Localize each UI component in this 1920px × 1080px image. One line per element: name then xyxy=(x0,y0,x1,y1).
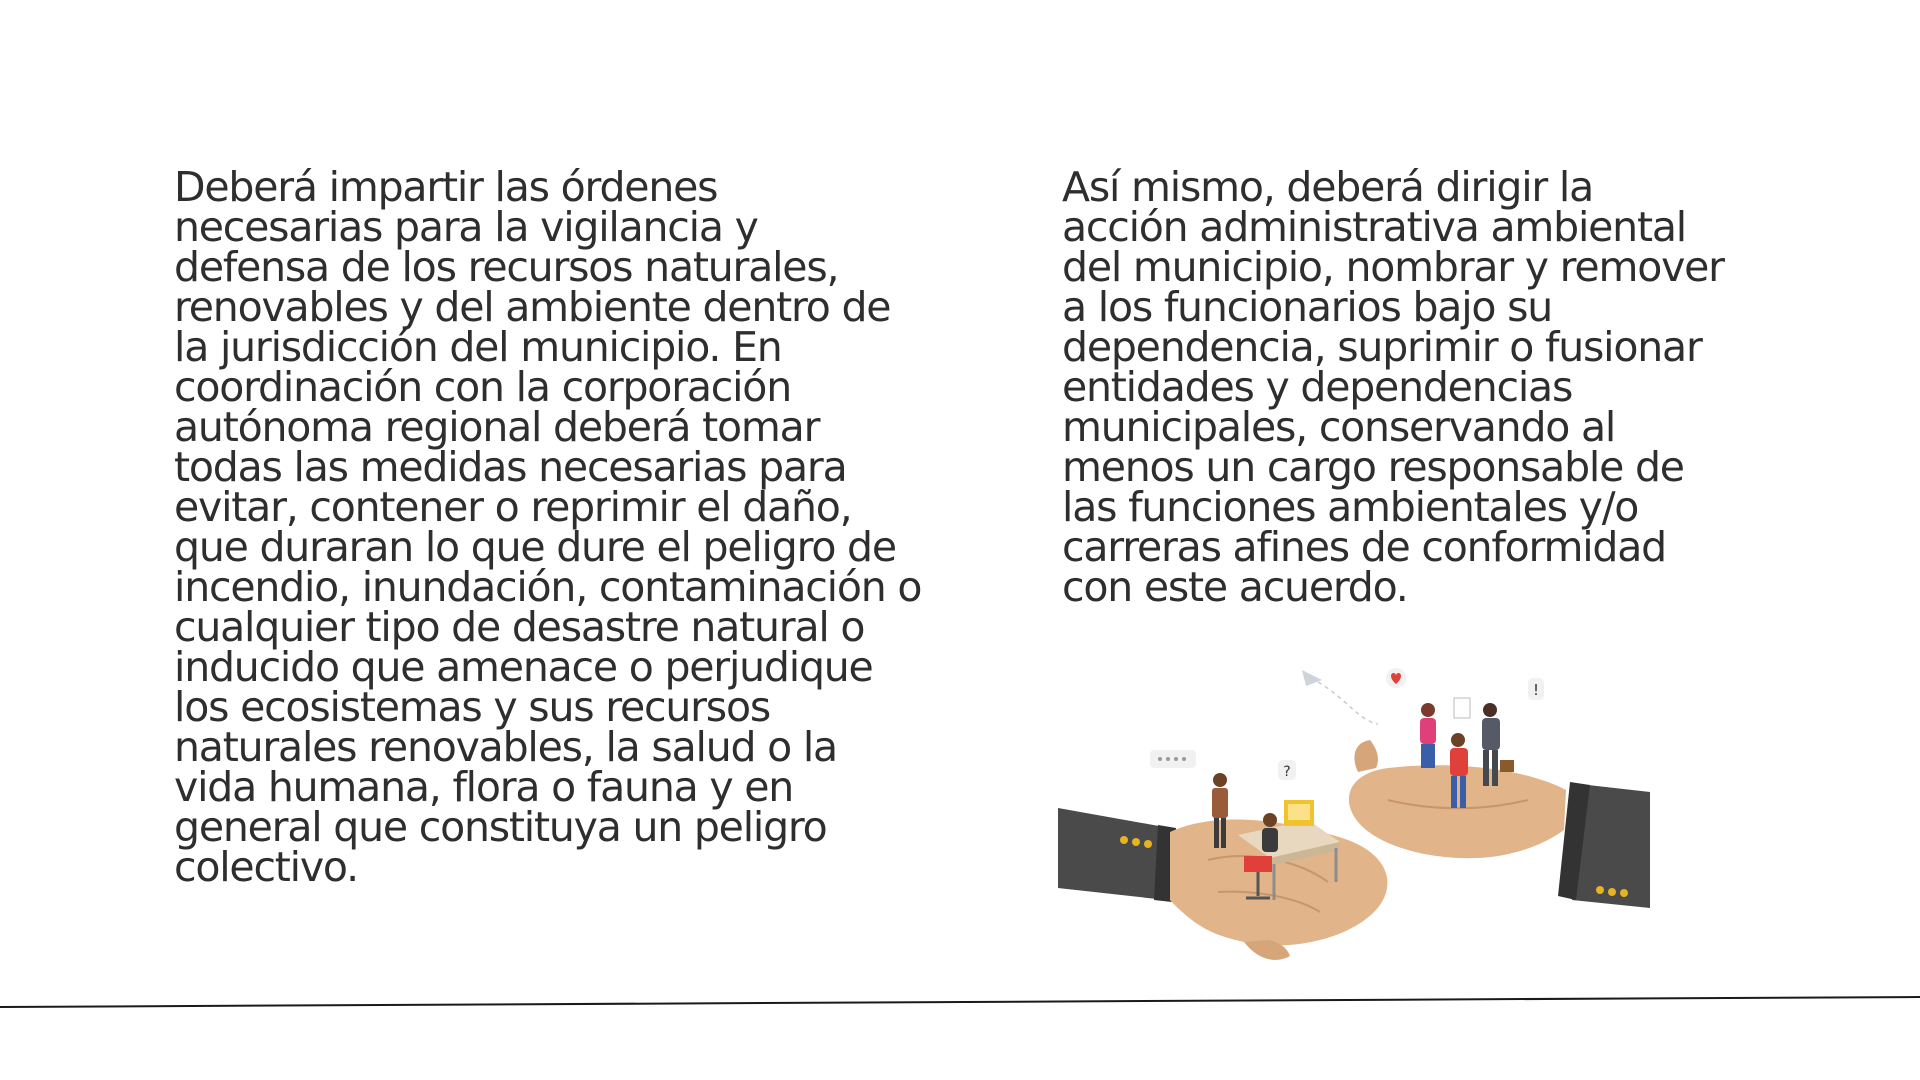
bottom-divider-line xyxy=(0,996,1920,1008)
hands-holding-teams-illustration xyxy=(1058,660,1658,960)
svg-text:?: ? xyxy=(1283,764,1291,780)
right-hand-icon xyxy=(1349,740,1650,908)
svg-text:!: ! xyxy=(1532,681,1540,699)
right-paragraph: Así mismo, deberá dirigir la acción administrativa ambiental del municipio, nombrar y remover a los funcionarios bajo su dependencia, suprimir o fusionar entidades y dependencias municipales, conservando al menos un cargo responsable de las funciones ambientales y/o carreras afines de conformidad con este acuerdo. xyxy=(1062,163,1724,611)
left-paragraph: Deberá impartir las órdenes necesarias para la vigilancia y defensa de los recursos naturales, renovables y del ambiente dentro de la jurisdicción del municipio. En coordinación con la corporación autónoma regional deberá tomar todas las medidas necesarias para evitar, contener o reprimir el daño, que duraran lo que dure el peligro de incendio, inundación, contaminación o cualquier tipo de desastre natural o inducido que amenace o perjudique los ecosistemas y sus recursos naturales renovables, la salud o la vida humana, flora o fauna y en general que constituya un peligro colectivo. xyxy=(174,163,922,891)
